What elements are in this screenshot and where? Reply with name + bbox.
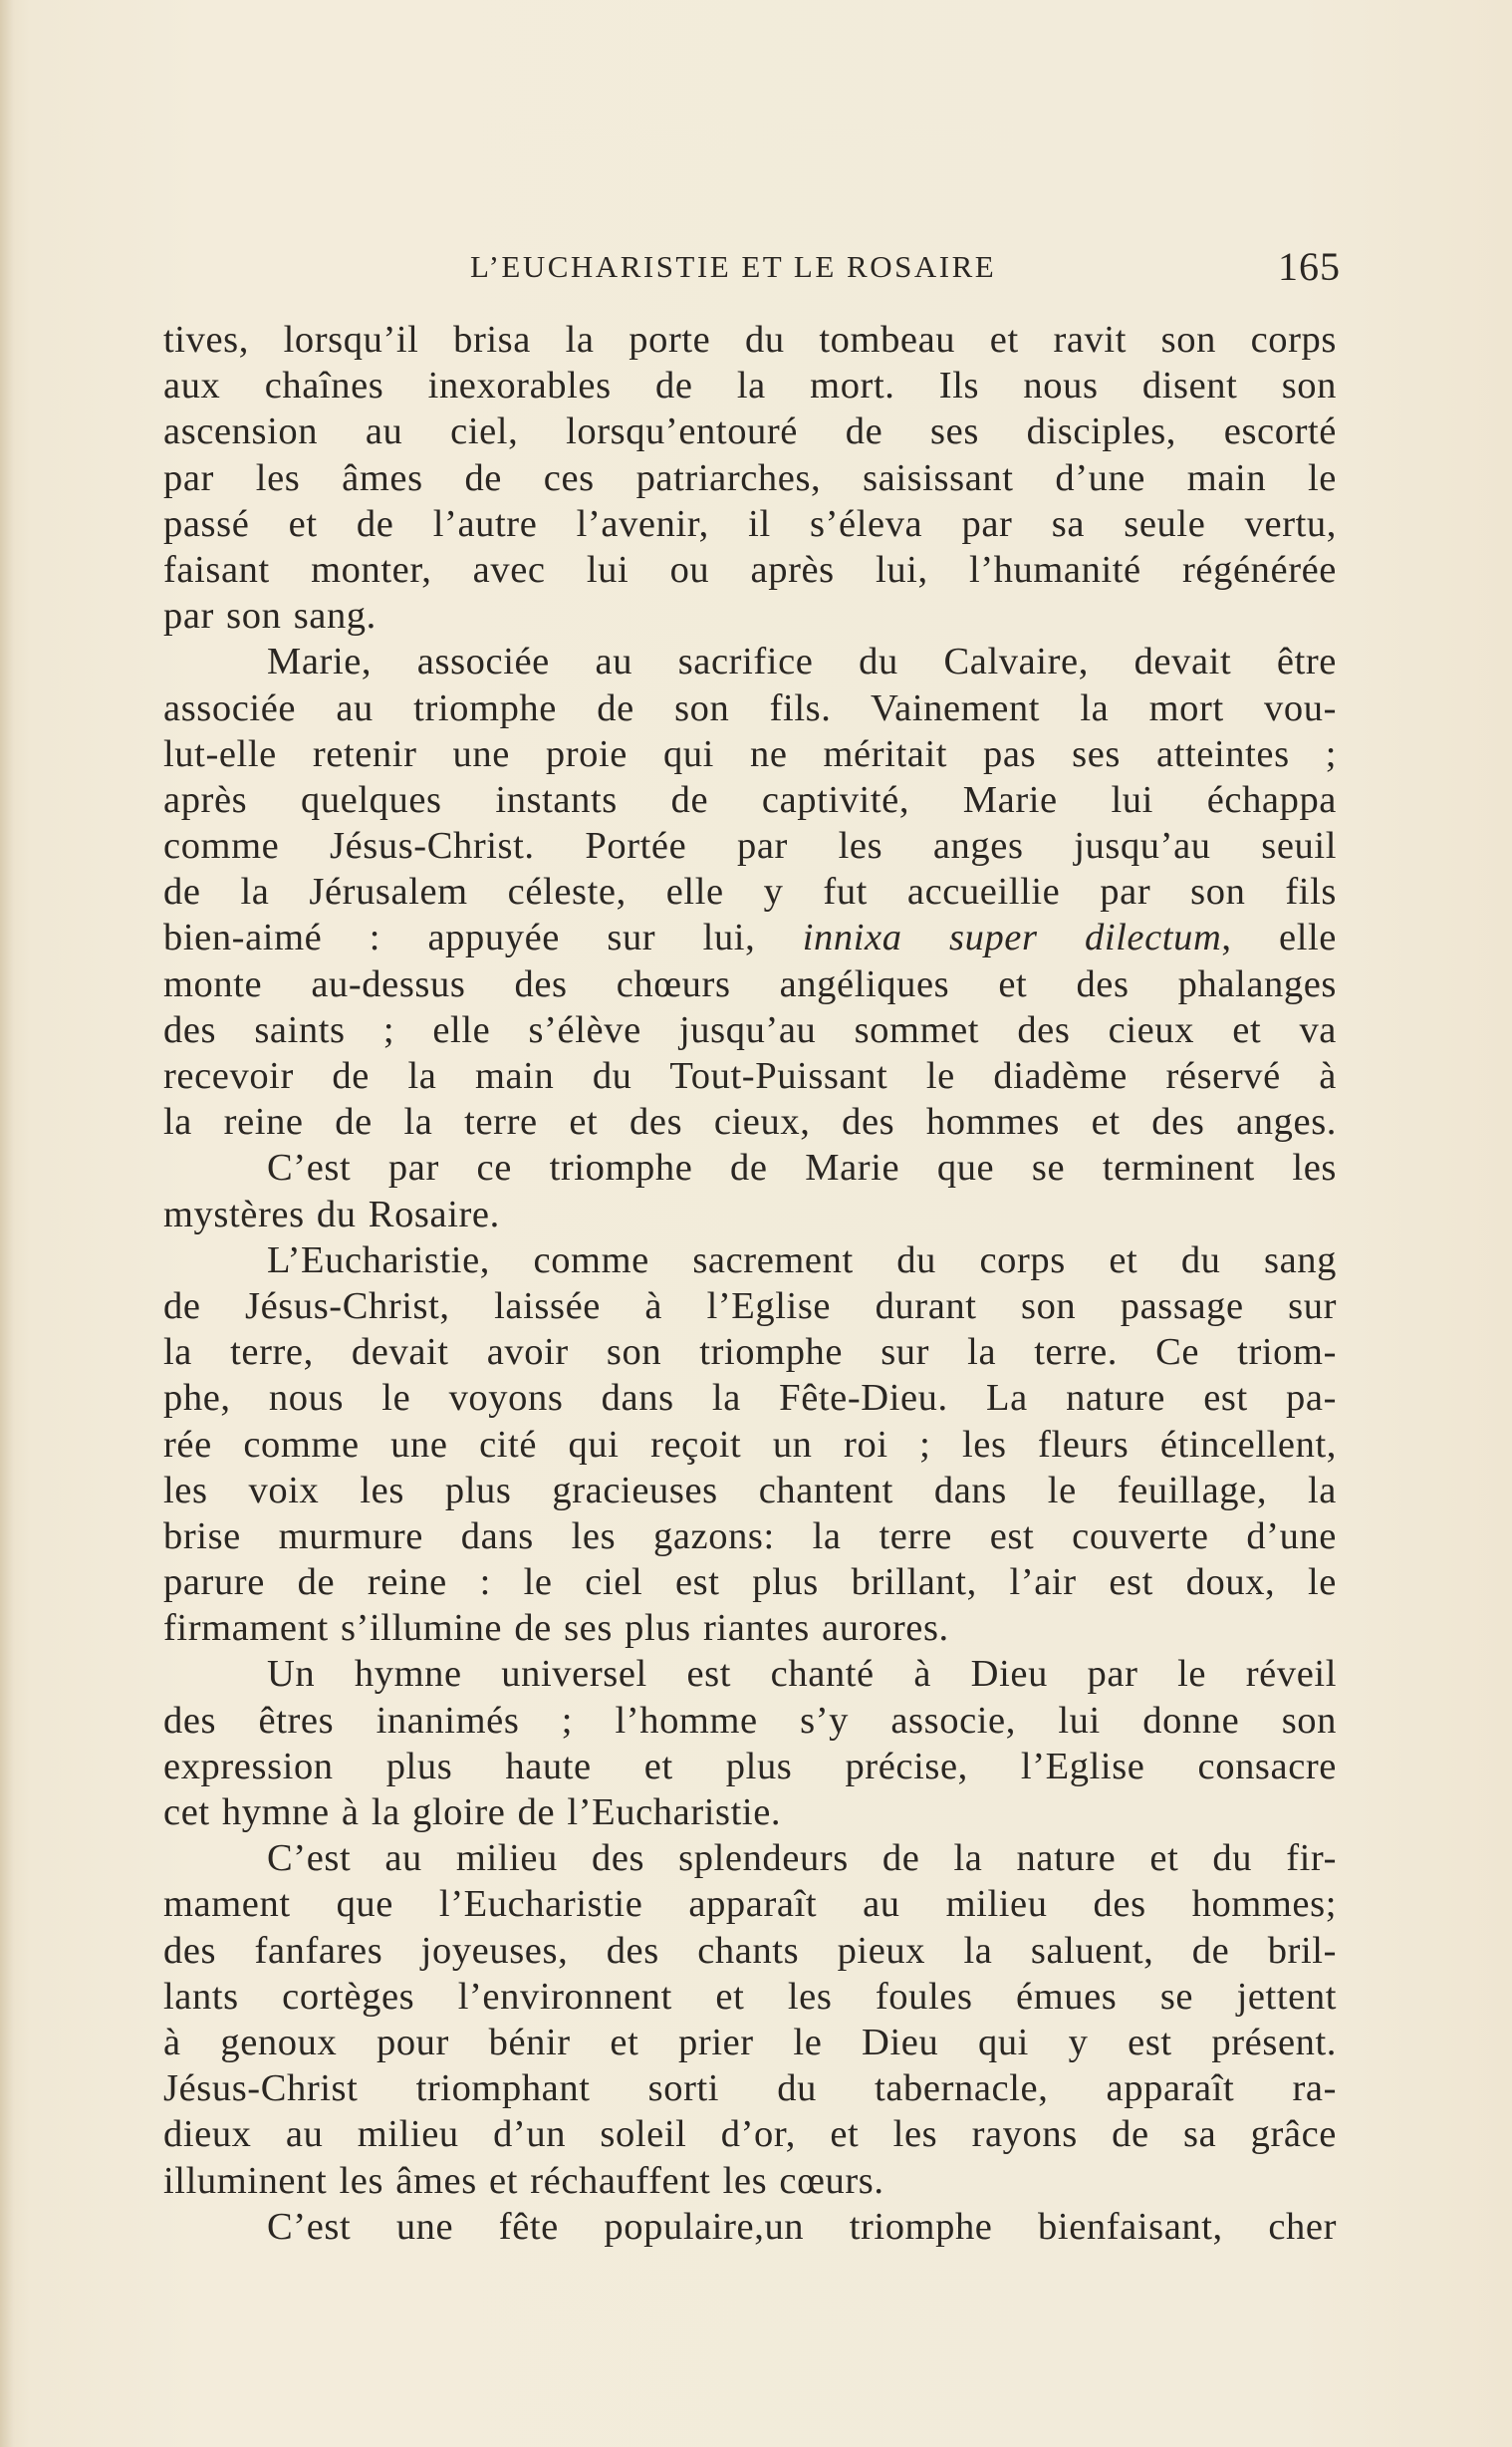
text-line: Marie, associée au sacrifice du Calvaire, devait être [267,641,1337,683]
page-gutter-edge [0,0,14,2447]
text-line: passé et de l’autre l’avenir, il s’éleva par sa seule vertu, [163,502,1337,545]
line-segment: , elle [1221,917,1337,959]
text-line: des fanfares joyeuses, des chants pieux la saluent, de bril- [163,1929,1337,1972]
text-line: la reine de la terre et des cieux, des hommes et des anges. [163,1101,1337,1144]
text-line: après quelques instants de captivité, Marie lui échappa [163,778,1337,821]
text-line: associée au triomphe de son fils. Vainement la mort vou- [163,686,1337,729]
text-line: monte au-dessus des chœurs angéliques et des phalanges [163,962,1337,1005]
text-line: ascension au ciel, lorsqu’entouré de ses disciples, escorté [163,410,1337,453]
text-line: Un hymne universel est chanté à Dieu par le réveil [267,1653,1337,1696]
text-line: illuminent les âmes et réchauffent les cœurs. [163,2159,884,2202]
page-number: 165 [1278,244,1341,289]
text-line: expression plus haute et plus précise, l’Eglise consacre [163,1745,1337,1787]
running-title: L’EUCHARISTIE ET LE ROSAIRE [470,249,997,284]
text-line: les voix les plus gracieuses chantent dans le feuillage, la [163,1469,1337,1511]
text-line: lut-elle retenir une proie qui ne méritait pas ses atteintes ; [163,732,1337,775]
text-line: faisant monter, avec lui ou après lui, l’humanité régénérée [163,548,1337,591]
text-line: C’est au milieu des splendeurs de la nature et du fir- [267,1837,1337,1880]
line-segment: bien-aimé : appuyée sur lui, [163,917,803,959]
text-line: C’est une fête populaire,un triomphe bienfaisant, cher [267,2205,1337,2248]
text-line: à genoux pour bénir et prier le Dieu qui y est présent. [163,2021,1337,2063]
text-line: la terre, devait avoir son triomphe sur la terre. Ce triom- [163,1331,1337,1374]
text-line: cet hymne à la gloire de l’Eucharistie. [163,1791,782,1833]
text-line: recevoir de la main du Tout-Puissant le diadème réservé à [163,1055,1337,1097]
text-line: par son sang. [163,595,377,638]
text-line: lants cortèges l’environnent et les foules émues se jettent [163,1975,1337,2018]
text-line: aux chaînes inexorables de la mort. Ils nous disent son [163,365,1337,408]
text-line: L’Eucharistie, comme sacrement du corps et du sang [267,1238,1337,1281]
text-line-with-latin [163,915,1337,960]
text-line: par les âmes de ces patriarches, saisissant d’une main le [163,456,1337,499]
text-line: mystères du Rosaire. [163,1193,500,1235]
text-line: parure de reine : le ciel est plus brillant, l’air est doux, le [163,1561,1337,1604]
text-line: firmament s’illumine de ses plus riantes aurores. [163,1607,949,1650]
text-line: phe, nous le voyons dans la Fête-Dieu. La nature est pa- [163,1377,1337,1420]
running-header [159,237,1345,297]
text-line: des saints ; elle s’élève jusqu’au sommet des cieux et va [163,1008,1337,1051]
body-text [163,317,1337,2250]
text-line: rée comme une cité qui reçoit un roi ; les fleurs étincellent, [163,1423,1337,1466]
text-line: de Jésus-Christ, laissée à l’Eglise durant son passage sur [163,1284,1337,1327]
text-line: C’est par ce triomphe de Marie que se terminent les [267,1147,1337,1190]
text-line: des êtres inanimés ; l’homme s’y associe, lui donne son [163,1699,1337,1742]
latin-quotation: innixa super dilectum [802,917,1222,959]
text-line: mament que l’Eucharistie apparaît au milieu des hommes; [163,1883,1337,1926]
text-line: brise murmure dans les gazons: la terre est couverte d’une [163,1514,1337,1557]
text-line: Jésus-Christ triomphant sorti du tabernacle, apparaît ra- [163,2067,1337,2110]
text-line: tives, lorsqu’il brisa la porte du tombeau et ravit son corps [163,319,1337,361]
text-line: comme Jésus-Christ. Portée par les anges jusqu’au seuil [163,825,1337,868]
text-line: dieux au milieu d’un soleil d’or, et les rayons de sa grâce [163,2113,1337,2156]
text-line: de la Jérusalem céleste, elle y fut accueillie par son fils [163,871,1337,914]
